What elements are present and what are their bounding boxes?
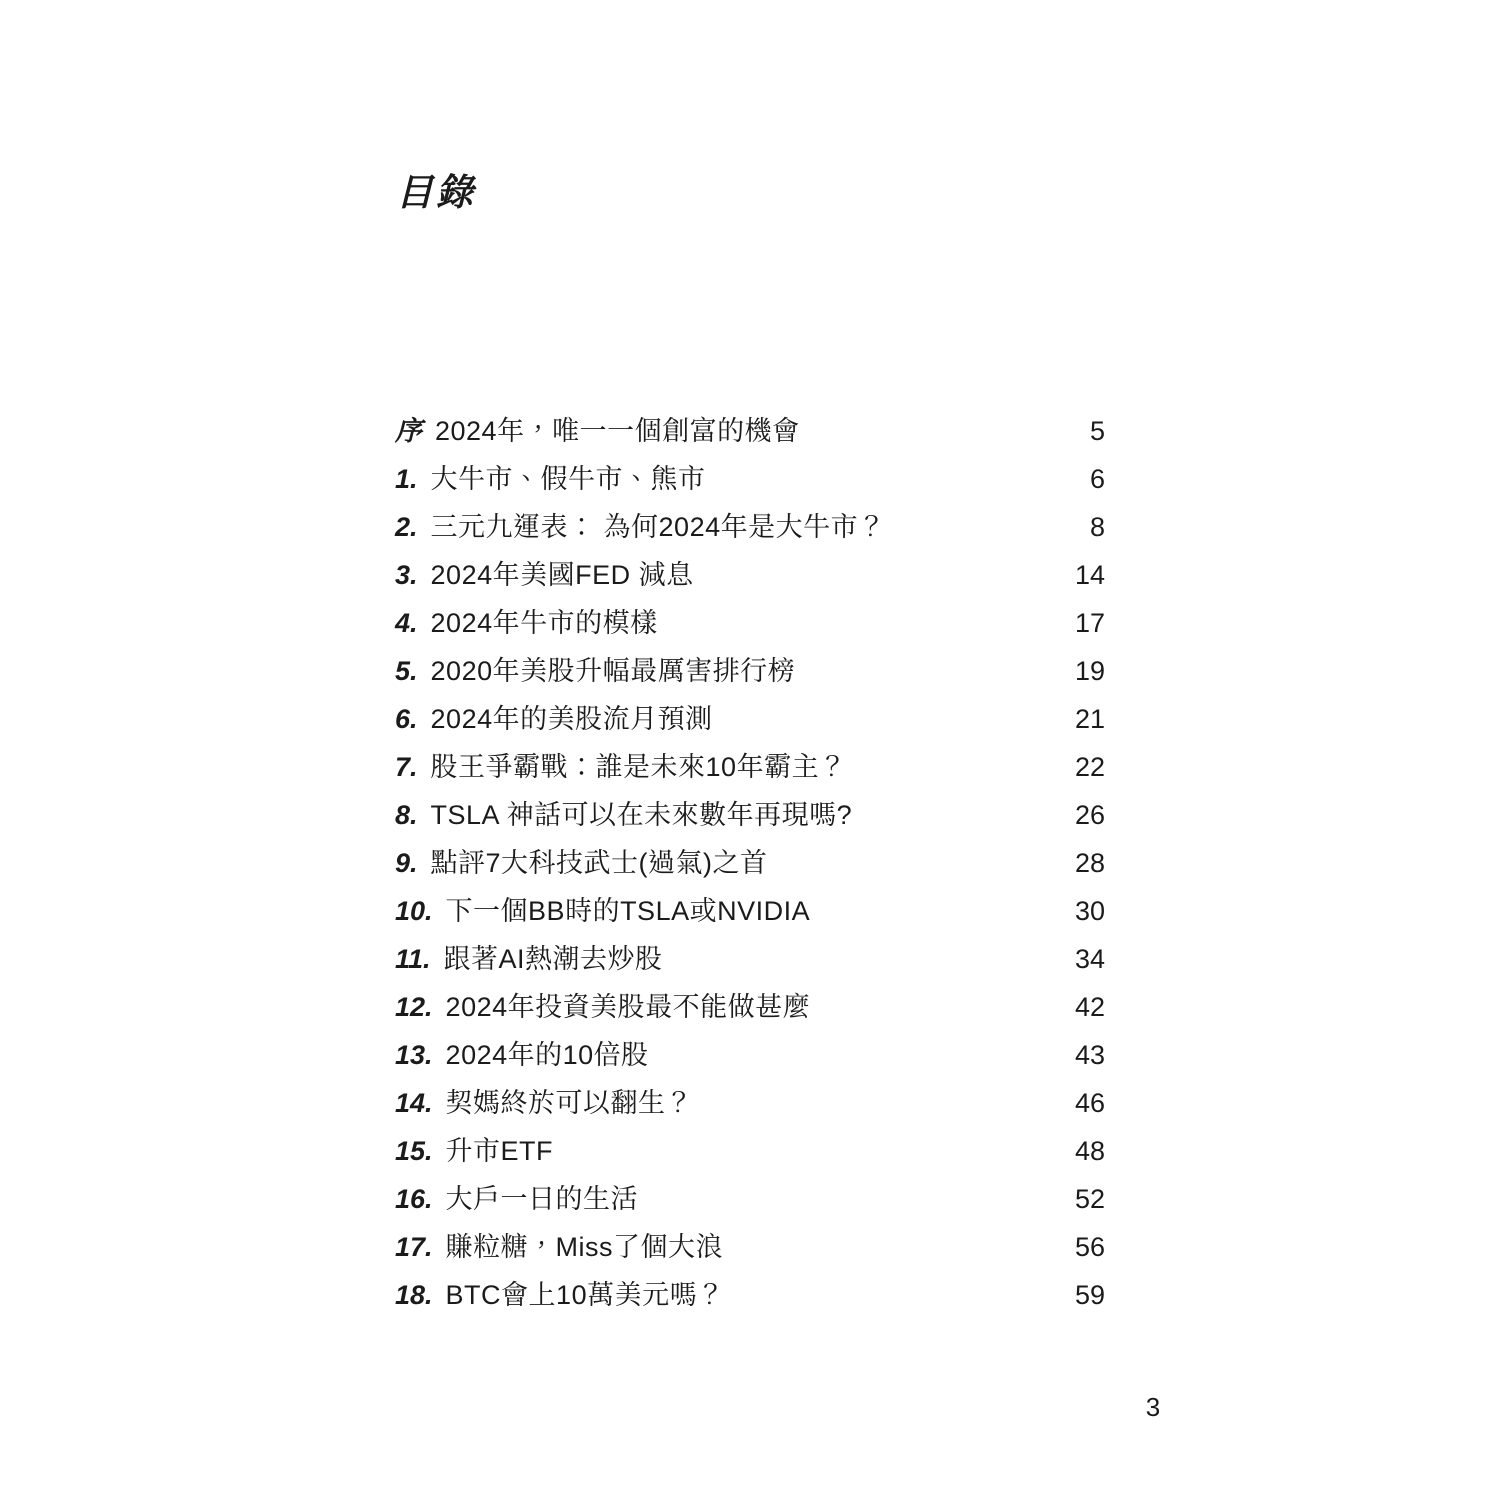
toc-entry-page: 48 bbox=[1074, 1136, 1105, 1166]
toc-entry-page: 30 bbox=[1074, 896, 1105, 926]
toc-entry bbox=[395, 455, 1105, 503]
toc-entry bbox=[395, 791, 1105, 839]
toc-entry bbox=[395, 1031, 1105, 1079]
toc-entry-number: 2. bbox=[395, 512, 418, 542]
toc-entry-title: 2024年牛市的模樣 bbox=[430, 608, 658, 638]
toc-entry bbox=[395, 935, 1105, 983]
toc-entry-page: 56 bbox=[1074, 1232, 1105, 1262]
toc-entry-title: 股王爭霸戰：誰是未來10年霸主？ bbox=[430, 752, 847, 782]
toc-entry-number: 16. bbox=[395, 1184, 433, 1214]
toc-entry-number: 15. bbox=[395, 1136, 433, 1166]
toc-entry-title: 點評7大科技武士(過氣)之首 bbox=[430, 848, 768, 878]
toc-entry-page: 21 bbox=[1074, 704, 1105, 734]
toc-entry bbox=[395, 887, 1105, 935]
toc-entry bbox=[395, 695, 1105, 743]
toc-entry-title: 契媽終於可以翻生？ bbox=[445, 1088, 694, 1118]
toc-entry-page: 43 bbox=[1074, 1040, 1105, 1070]
toc-entry-page: 14 bbox=[1074, 560, 1105, 590]
toc-entry-number: 3. bbox=[395, 560, 418, 590]
toc-entry bbox=[395, 1223, 1105, 1271]
toc-entry-title: 2024年的10倍股 bbox=[445, 1040, 649, 1070]
toc-entry-page: 28 bbox=[1074, 848, 1105, 878]
toc-entry-page: 46 bbox=[1074, 1088, 1105, 1118]
toc-entry-number: 序 bbox=[395, 416, 422, 446]
toc-entry-page: 22 bbox=[1074, 752, 1105, 782]
toc-entry-number: 4. bbox=[395, 608, 418, 638]
toc-entry-title: 2024年的美股流月預測 bbox=[430, 704, 713, 734]
toc-entry bbox=[395, 647, 1105, 695]
toc-entry bbox=[395, 1175, 1105, 1223]
toc-entry-title: 升市ETF bbox=[445, 1136, 554, 1166]
toc-entry-title: 大戶一日的生活 bbox=[445, 1184, 639, 1214]
toc-entry-page: 34 bbox=[1074, 944, 1105, 974]
toc-entry-number: 5. bbox=[395, 656, 418, 686]
toc-entry-page: 59 bbox=[1074, 1280, 1105, 1310]
toc-entry-title: 2020年美股升幅最厲害排行榜 bbox=[430, 656, 796, 686]
toc-entry-number: 11. bbox=[395, 944, 431, 974]
toc-entry-number: 8. bbox=[395, 800, 418, 830]
toc-entry bbox=[395, 1271, 1105, 1319]
toc-entry-page: 8 bbox=[1089, 512, 1105, 542]
toc-entry bbox=[395, 743, 1105, 791]
toc-entry-title: 三元九運表： 為何2024年是大牛市？ bbox=[430, 512, 886, 542]
toc-entry-page: 17 bbox=[1074, 608, 1105, 638]
toc-entry-number: 7. bbox=[395, 752, 418, 782]
toc-entry-title: 2024年美國FED 減息 bbox=[430, 560, 694, 590]
toc-entry-number: 12. bbox=[395, 992, 433, 1022]
toc-entry-title: 賺粒糖，Miss了個大浪 bbox=[445, 1232, 724, 1262]
toc-entry-page: 42 bbox=[1074, 992, 1105, 1022]
toc-entry bbox=[395, 839, 1105, 887]
toc-entry-number: 13. bbox=[395, 1040, 433, 1070]
toc-entry-number: 14. bbox=[395, 1088, 433, 1118]
toc-entry-page: 19 bbox=[1074, 656, 1105, 686]
toc-entry-title: 下一個BB時的TSLA或NVIDIA bbox=[445, 896, 811, 926]
toc-entry-page: 26 bbox=[1074, 800, 1105, 830]
toc-entry bbox=[395, 407, 1105, 455]
page-title: 目錄 bbox=[396, 172, 476, 213]
toc-entry-title: 大牛市、假牛市、熊市 bbox=[430, 464, 706, 494]
toc-entry-page: 5 bbox=[1089, 416, 1105, 446]
toc-entry-title: 2024年，唯一一個創富的機會 bbox=[435, 416, 800, 446]
toc-entry-title: 跟著AI熱潮去炒股 bbox=[443, 944, 663, 974]
toc-entry-number: 18. bbox=[395, 1280, 433, 1310]
toc-entry-number: 6. bbox=[395, 704, 418, 734]
toc-entry-number: 10. bbox=[395, 896, 433, 926]
toc-entry-page: 52 bbox=[1074, 1184, 1105, 1214]
toc-entry bbox=[395, 1127, 1105, 1175]
toc-entry bbox=[395, 599, 1105, 647]
toc-entry bbox=[395, 983, 1105, 1031]
toc-entry-number: 17. bbox=[395, 1232, 433, 1262]
toc-entry-title: 2024年投資美股最不能做甚麼 bbox=[445, 992, 811, 1022]
toc-entry bbox=[395, 1079, 1105, 1127]
toc-entry bbox=[395, 503, 1105, 551]
toc-entry-title: BTC會上10萬美元嗎？ bbox=[445, 1280, 725, 1310]
toc-entry-page: 6 bbox=[1089, 464, 1105, 494]
table-of-contents bbox=[395, 407, 1105, 1319]
toc-entry-number: 9. bbox=[395, 848, 418, 878]
toc-entry-title: TSLA 神話可以在未來數年再現嗎? bbox=[430, 800, 853, 830]
toc-entry bbox=[395, 551, 1105, 599]
footer-page-number: 3 bbox=[1145, 1392, 1161, 1422]
toc-entry-number: 1. bbox=[395, 464, 418, 494]
